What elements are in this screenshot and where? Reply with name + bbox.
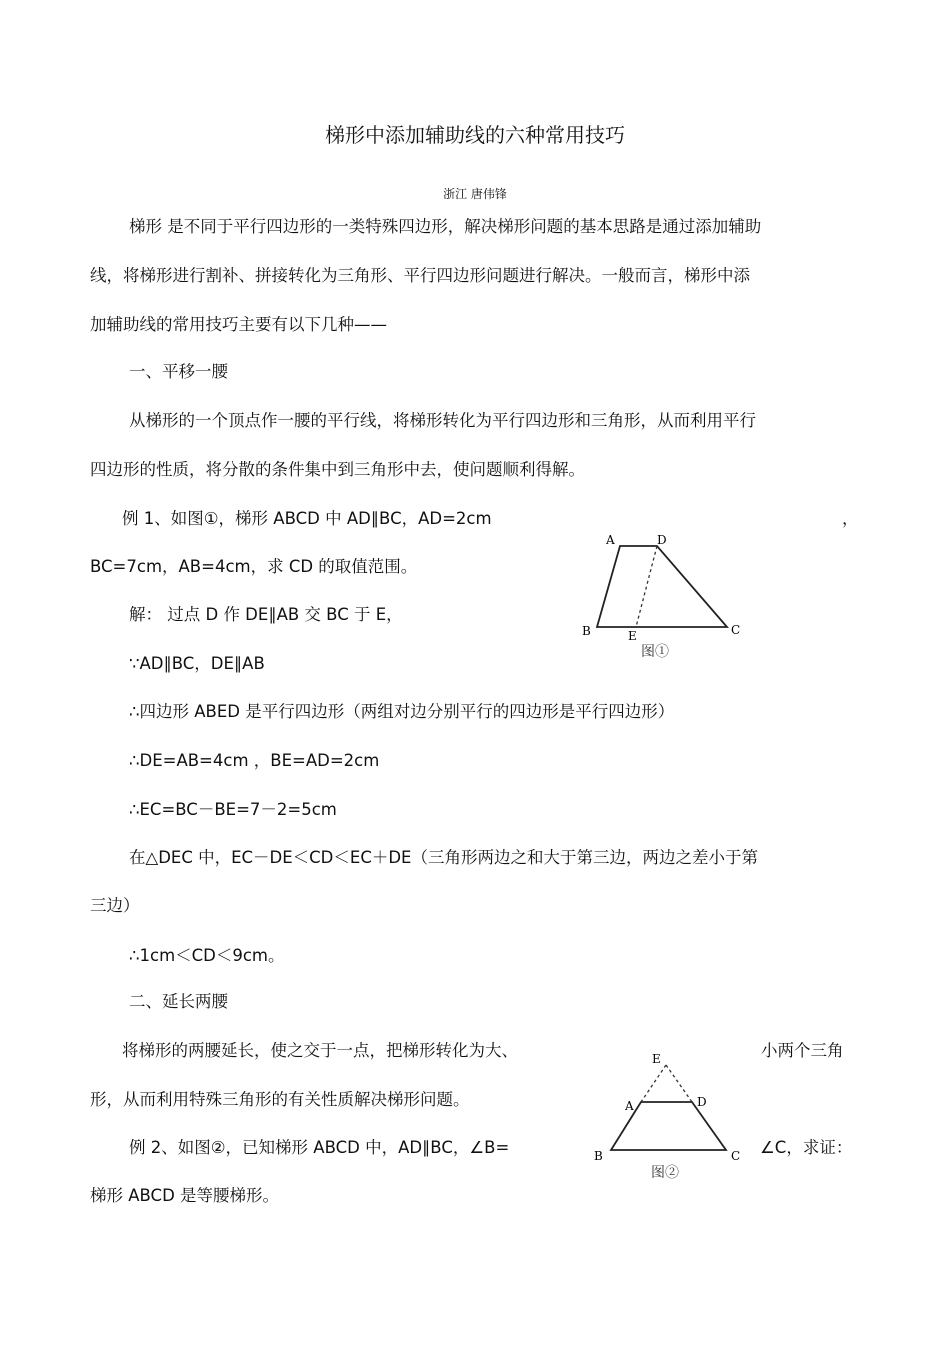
figure-1-label-a: A: [606, 533, 615, 547]
solution-step-4: ∴DE=AB=4cm ，BE=AD=2cm: [129, 751, 380, 770]
solution-step-5: ∴EC=BC－BE=7－2=5cm: [129, 800, 337, 819]
example-2-line-1b: ∠C，求证：: [760, 1138, 853, 1157]
figure-2-caption: 图②: [651, 1165, 679, 1181]
section-1-heading: 一、平移一腰: [129, 362, 228, 381]
example-2-line-2: 梯形 ABCD 是等腰梯形。: [90, 1186, 280, 1205]
example-2-line-1a: 例 2、如图②，已知梯形 ABCD 中，AD∥BC，∠B=: [129, 1138, 510, 1157]
figure-2-label-c: C: [731, 1149, 741, 1163]
solution-step-1: 解： 过点 D 作 DE∥AB 交 BC 于 E，: [129, 605, 403, 624]
page-title: 梯形中添加辅助线的六种常用技巧: [325, 123, 625, 147]
figure-1-label-e: E: [628, 629, 637, 643]
figure-2-trapezoid: [585, 1043, 755, 1188]
intro-line-2: 线，将梯形进行割补、拼接转化为三角形、平行四边形问题进行解决。一般而言，梯形中添: [90, 266, 750, 285]
figure-1-caption: 图①: [641, 644, 669, 660]
figure-2-label-a: A: [625, 1099, 634, 1113]
solution-step-6: 在△DEC 中，EC－DE＜CD＜EC＋DE（三角形两边之和大于第三边，两边之差小于第: [129, 848, 758, 867]
figure-1-label-d: D: [657, 533, 667, 547]
section-2-desc-2: 形，从而利用特殊三角形的有关性质解决梯形问题。: [90, 1090, 470, 1109]
section-1-desc-2: 四边形的性质，将分散的条件集中到三角形中去，使问题顺利得解。: [90, 460, 585, 479]
solution-step-7: 三边）: [90, 896, 140, 915]
intro-line-3: 加辅助线的常用技巧主要有以下几种——: [90, 315, 387, 334]
intro-line-1: 梯形 是不同于平行四边形的一类特殊四边形，解决梯形问题的基本思路是通过添加辅助: [129, 217, 762, 236]
figure-2-label-e: E: [652, 1052, 661, 1066]
figure-1-trapezoid: [575, 528, 755, 668]
example-1-line-1: 例 1、如图①，梯形 ABCD 中 AD∥BC，AD=2cm: [122, 509, 492, 528]
figure-2-label-b: B: [594, 1149, 603, 1163]
solution-step-3: ∴四边形 ABED 是平行四边形（两组对边分别平行的四边形是平行四边形）: [129, 702, 675, 721]
example-1-line-2: BC=7cm，AB=4cm，求 CD 的取值范围。: [90, 557, 418, 576]
section-2-heading: 二、延长两腰: [129, 992, 228, 1011]
section-2-desc-1b: 小两个三角: [761, 1041, 844, 1060]
solution-step-2: ∵AD∥BC，DE∥AB: [129, 654, 265, 673]
example-1-comma: ，: [842, 509, 859, 528]
figure-1-label-c: C: [731, 623, 741, 637]
author-line: 浙江 唐伟锋: [443, 187, 507, 201]
section-2-desc-1a: 将梯形的两腰延长，使之交于一点，把梯形转化为大、: [122, 1041, 518, 1060]
figure-1-label-b: B: [582, 624, 591, 638]
figure-2-label-d: D: [697, 1095, 707, 1109]
solution-step-8: ∴1cm＜CD＜9cm。: [129, 946, 285, 965]
section-1-desc-1: 从梯形的一个顶点作一腰的平行线，将梯形转化为平行四边形和三角形，从而利用平行: [129, 411, 756, 430]
